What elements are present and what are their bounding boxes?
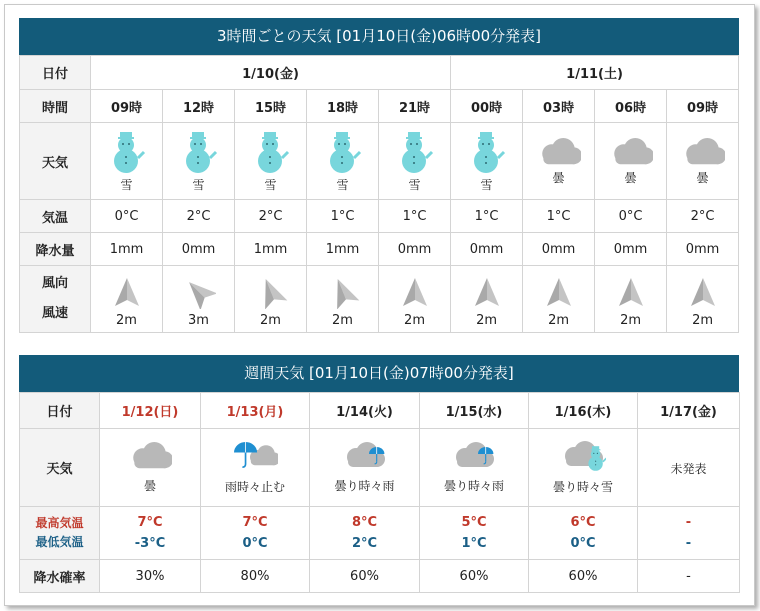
day-temp-cell bbox=[201, 507, 310, 560]
max-temp: 7°C bbox=[137, 515, 163, 530]
hour-cell bbox=[91, 90, 163, 123]
max-temp: - bbox=[685, 515, 692, 530]
temp-cell-text: 1°C bbox=[330, 208, 355, 224]
hour-cell-text: 09時 bbox=[110, 100, 143, 116]
wind-speed: 2m bbox=[332, 313, 353, 328]
wind-speed: 2m bbox=[620, 313, 642, 328]
temp-cell bbox=[91, 200, 163, 233]
weather-cell bbox=[91, 123, 163, 200]
day-date-cell-text: 1/13(月) bbox=[226, 405, 284, 420]
row-label-date: 日付 bbox=[20, 393, 100, 429]
weather-cell bbox=[595, 123, 667, 200]
day-temp-cell bbox=[100, 507, 201, 560]
hour-cell-text: 15時 bbox=[254, 100, 287, 116]
day-date-cell-text: 1/16(木) bbox=[554, 405, 612, 420]
wind-cell bbox=[235, 266, 307, 333]
day-weather-label: 曇り時々雨 bbox=[334, 479, 395, 493]
day-date-cell-text: 1/14(火) bbox=[336, 405, 393, 420]
temp-cell-text: 1°C bbox=[546, 208, 571, 224]
snowman-icon bbox=[108, 130, 146, 174]
precip-cell-text: 1mm bbox=[109, 241, 144, 257]
precip-cell bbox=[523, 233, 595, 266]
row-label-date: 日付 bbox=[20, 56, 91, 90]
precip-cell-text: 0mm bbox=[541, 241, 576, 257]
cloud-icon bbox=[681, 137, 725, 167]
min-temp: -3°C bbox=[134, 536, 166, 551]
day-weather-label: 未発表 bbox=[670, 462, 707, 476]
weather-label: 曇 bbox=[552, 170, 565, 185]
snowman-icon bbox=[468, 130, 506, 174]
hour-cell bbox=[523, 90, 595, 123]
row-label-pop: 降水確率 bbox=[20, 560, 100, 593]
day-temp-cell bbox=[310, 507, 420, 560]
day-weather-cell bbox=[420, 429, 529, 507]
precip-cell-text: 0mm bbox=[469, 241, 504, 257]
day-weather-label: 曇 bbox=[143, 479, 156, 493]
pop-cell bbox=[310, 560, 420, 593]
hour-cell-text: 18時 bbox=[326, 100, 359, 116]
wind-arrow-icon bbox=[470, 275, 504, 309]
day-date-cell bbox=[420, 393, 529, 429]
precip-cell-text: 0mm bbox=[685, 241, 720, 257]
min-temp: - bbox=[685, 536, 692, 551]
min-temp: 0°C bbox=[242, 536, 268, 551]
weekly-title: 週間天気 [01月10日(金)07時00分発表] bbox=[19, 355, 739, 392]
precip-cell bbox=[235, 233, 307, 266]
day-date-cell bbox=[201, 393, 310, 429]
weather-label: 雪 bbox=[120, 177, 133, 192]
wind-cell bbox=[451, 266, 523, 333]
umbrella-cloud-icon bbox=[232, 440, 278, 472]
snowman-icon bbox=[396, 130, 434, 174]
wind-speed: 3m bbox=[188, 313, 209, 328]
row-label-time: 時間 bbox=[20, 90, 91, 123]
hour-cell-text: 00時 bbox=[471, 100, 503, 116]
day-date-cell-text: 1/17(金) bbox=[660, 405, 717, 420]
pop-cell-text: 80% bbox=[240, 568, 270, 584]
cloud-icon bbox=[537, 137, 581, 167]
pop-cell bbox=[100, 560, 201, 593]
weather-label: 雪 bbox=[336, 177, 349, 192]
wind-arrow-icon bbox=[686, 275, 720, 309]
hour-cell-text: 09時 bbox=[687, 100, 719, 116]
precip-cell-text: 0mm bbox=[181, 241, 216, 257]
weather-label: 雪 bbox=[408, 177, 421, 192]
temp-cell bbox=[595, 200, 667, 233]
day-date-cell bbox=[529, 393, 638, 429]
day-temp-cell bbox=[420, 507, 529, 560]
day-date-cell-text: 1/12(日) bbox=[121, 405, 179, 420]
pop-cell bbox=[529, 560, 638, 593]
weekly-table bbox=[19, 392, 740, 593]
precip-cell-text: 0mm bbox=[397, 241, 432, 257]
weather-label: 雪 bbox=[192, 177, 205, 192]
temp-cell-text: 1°C bbox=[474, 208, 499, 224]
day-weather-cell bbox=[201, 429, 310, 507]
snowman-icon bbox=[180, 130, 218, 174]
pop-cell-text: 60% bbox=[568, 568, 598, 584]
day-weather-label: 曇り時々雨 bbox=[443, 479, 504, 493]
day-temp-cell bbox=[529, 507, 638, 560]
wind-arrow-icon bbox=[326, 275, 360, 309]
pop-cell-text: 30% bbox=[135, 568, 165, 584]
min-temp: 0°C bbox=[570, 536, 596, 551]
weather-label: 雪 bbox=[264, 177, 277, 192]
weather-cell bbox=[307, 123, 379, 200]
hour-cell-text: 21時 bbox=[398, 100, 431, 116]
cloud-icon bbox=[128, 441, 172, 471]
wind-speed: 2m bbox=[476, 313, 498, 328]
weather-label: 曇 bbox=[624, 170, 637, 185]
day-weather-cell bbox=[529, 429, 638, 507]
hour-cell bbox=[235, 90, 307, 123]
wind-cell bbox=[91, 266, 163, 333]
wind-arrow-icon bbox=[254, 275, 288, 309]
weather-cell bbox=[163, 123, 235, 200]
hour-cell bbox=[163, 90, 235, 123]
day-date-cell bbox=[100, 393, 201, 429]
wind-arrow-icon bbox=[542, 275, 576, 309]
weather-label: 曇 bbox=[696, 170, 709, 185]
temp-cell bbox=[307, 200, 379, 233]
min-temp: 1°C bbox=[461, 536, 487, 551]
cloud-snowman-icon bbox=[560, 440, 606, 472]
temp-cell bbox=[451, 200, 523, 233]
day-weather-label: 曇り時々雪 bbox=[552, 480, 613, 494]
max-temp: 5°C bbox=[461, 515, 487, 530]
snowman-icon bbox=[324, 130, 362, 174]
hour-cell bbox=[307, 90, 379, 123]
max-temp: 8°C bbox=[351, 515, 378, 530]
wind-speed: 2m bbox=[260, 313, 281, 328]
row-label-wind-dir: 風向 bbox=[41, 276, 68, 291]
wind-cell bbox=[595, 266, 667, 333]
hour-cell bbox=[667, 90, 739, 123]
day-date-cell bbox=[638, 393, 740, 429]
wind-cell bbox=[163, 266, 235, 333]
day-weather-label: 雨時々止む bbox=[224, 480, 285, 494]
row-label-wind-speed: 風速 bbox=[41, 306, 68, 321]
wind-cell bbox=[307, 266, 379, 333]
cloud-icon bbox=[609, 137, 653, 167]
temp-cell-text: 2°C bbox=[258, 208, 283, 224]
pop-cell-text: 60% bbox=[459, 568, 489, 584]
row-label-temp bbox=[20, 507, 100, 560]
wind-speed: 2m bbox=[548, 313, 570, 328]
row-label-max: 最高気温 bbox=[35, 516, 84, 530]
temp-cell-text: 2°C bbox=[690, 208, 715, 224]
pop-cell-text: 60% bbox=[350, 568, 379, 584]
temp-cell bbox=[523, 200, 595, 233]
wind-cell bbox=[379, 266, 451, 333]
temp-cell-text: 1°C bbox=[402, 208, 427, 224]
row-label-weather: 天気 bbox=[20, 429, 100, 507]
weather-label: 雪 bbox=[480, 177, 493, 192]
precip-cell bbox=[91, 233, 163, 266]
day-temp-cell bbox=[638, 507, 740, 560]
temp-cell bbox=[235, 200, 307, 233]
min-temp: 2°C bbox=[351, 536, 378, 551]
hourly-title: 3時間ごとの天気 [01月10日(金)06時00分発表] bbox=[19, 18, 739, 55]
wind-arrow-icon bbox=[182, 275, 216, 309]
precip-cell bbox=[379, 233, 451, 266]
temp-cell-text: 0°C bbox=[618, 208, 643, 224]
day-weather-cell bbox=[100, 429, 201, 507]
wind-cell bbox=[523, 266, 595, 333]
wind-arrow-icon bbox=[614, 275, 648, 309]
hour-cell bbox=[451, 90, 523, 123]
hourly-table bbox=[19, 55, 739, 333]
pop-cell bbox=[638, 560, 740, 593]
pop-cell bbox=[420, 560, 529, 593]
temp-cell bbox=[667, 200, 739, 233]
precip-cell bbox=[307, 233, 379, 266]
wind-arrow-icon bbox=[398, 275, 432, 309]
precip-cell-text: 1mm bbox=[325, 241, 360, 257]
pop-cell-text: - bbox=[686, 568, 691, 584]
wind-speed: 2m bbox=[692, 313, 714, 328]
snowman-icon bbox=[252, 130, 290, 174]
cloud-umbrella-icon bbox=[342, 441, 388, 471]
weather-cell bbox=[523, 123, 595, 200]
wind-speed: 2m bbox=[404, 313, 425, 328]
wind-cell bbox=[667, 266, 739, 333]
hour-cell bbox=[379, 90, 451, 123]
temp-cell bbox=[379, 200, 451, 233]
day-date-cell-text: 1/15(水) bbox=[445, 405, 503, 420]
date-header: 1/11(土) bbox=[451, 56, 739, 90]
precip-cell bbox=[163, 233, 235, 266]
hour-cell bbox=[595, 90, 667, 123]
precip-cell-text: 0mm bbox=[613, 241, 648, 257]
row-label-min: 最低気温 bbox=[35, 535, 84, 549]
weather-cell bbox=[451, 123, 523, 200]
wind-speed: 2m bbox=[116, 313, 137, 328]
max-temp: 7°C bbox=[242, 515, 268, 530]
wind-arrow-icon bbox=[110, 275, 144, 309]
max-temp: 6°C bbox=[570, 515, 596, 530]
temp-cell-text: 2°C bbox=[186, 208, 211, 224]
row-label-temp: 気温 bbox=[20, 200, 91, 233]
row-label-wind bbox=[20, 266, 91, 333]
date-header: 1/10(金) bbox=[91, 56, 451, 90]
hour-cell-text: 06時 bbox=[615, 100, 647, 116]
day-weather-cell bbox=[310, 429, 420, 507]
precip-cell bbox=[451, 233, 523, 266]
weather-cell bbox=[379, 123, 451, 200]
temp-cell bbox=[163, 200, 235, 233]
row-label-weather: 天気 bbox=[20, 123, 91, 200]
hour-cell-text: 03時 bbox=[543, 100, 575, 116]
row-label-precip: 降水量 bbox=[20, 233, 91, 266]
pop-cell bbox=[201, 560, 310, 593]
cloud-umbrella-icon bbox=[451, 441, 497, 471]
precip-cell bbox=[667, 233, 739, 266]
day-date-cell bbox=[310, 393, 420, 429]
precip-cell bbox=[595, 233, 667, 266]
day-weather-cell bbox=[638, 429, 740, 507]
weather-cell bbox=[667, 123, 739, 200]
weather-cell bbox=[235, 123, 307, 200]
temp-cell-text: 0°C bbox=[114, 208, 139, 224]
hour-cell-text: 12時 bbox=[182, 100, 215, 116]
precip-cell-text: 1mm bbox=[253, 241, 288, 257]
